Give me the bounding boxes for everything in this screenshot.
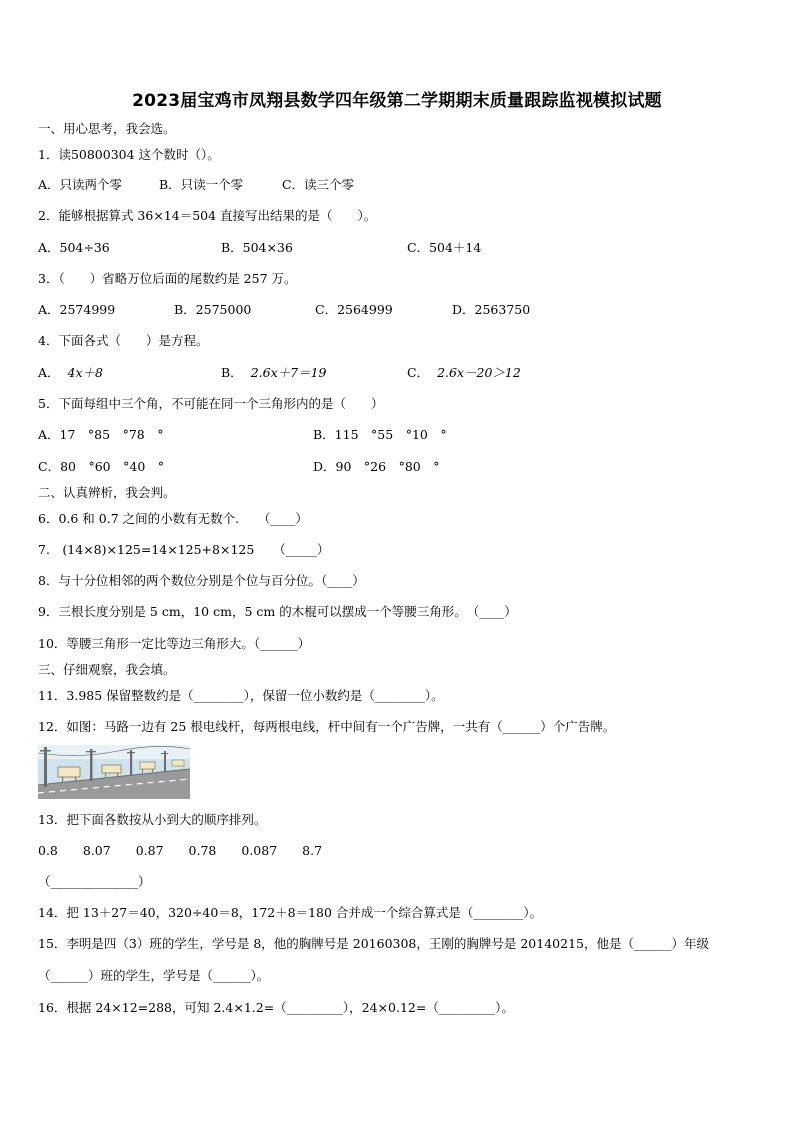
section-2-heading: 二、认真辨析，我会判。: [38, 485, 176, 500]
q3-option-d: D．2563750: [452, 302, 531, 317]
q4-option-c-expr: 2.6x－20＞12: [437, 365, 521, 380]
billboard-1-leg: [62, 777, 63, 783]
q5-option-d: D．90 °26 °80 °: [313, 459, 440, 474]
question-1-stem: 1．读50800304 这个数时（）。: [38, 147, 220, 162]
billboard-3-leg-2: [152, 769, 153, 772]
section-1-heading: 一、用心思考，我会选。: [38, 121, 176, 136]
q4-option-b-label: B．: [221, 365, 243, 380]
pole-2: [90, 749, 93, 781]
question-7: 7. (14×8)×125=14×125+8×125 （_____）: [38, 542, 330, 557]
q3-option-c: C．2564999: [315, 302, 393, 317]
q4-option-b-expr: 2.6x＋7＝19: [250, 365, 327, 380]
question-10: 10．等腰三角形一定比等边三角形大。（______）: [38, 636, 311, 651]
q5-option-b: B．115 °55 °10 °: [313, 427, 447, 442]
billboard-1: [58, 767, 80, 777]
question-2-stem: 2．能够根据算式 36×14＝504 直接写出结果的是（ ）。: [38, 208, 377, 223]
q3-option-b: B．2575000: [174, 302, 252, 317]
billboard-3-leg: [142, 769, 143, 773]
question-13-numbers: 0.8 8.07 0.87 0.78 0.087 8.7: [38, 843, 323, 858]
question-15-line-2: （______）班的学生，学号是（______）。: [38, 968, 270, 983]
pole-3-arm: [127, 752, 135, 753]
billboard-3: [140, 762, 155, 769]
q4-option-a-label: A．: [38, 365, 60, 380]
billboard-2-leg-2: [117, 773, 118, 777]
q4-option-a-expr: 4x＋8: [67, 365, 103, 380]
q5-option-c: C．80 °60 °40 °: [38, 459, 165, 474]
question-14: 14．把 13＋27＝40，320÷40＝8，172＋8＝180 合并成一个综合算式是（________）。: [38, 905, 543, 920]
q4-option-a: [38, 365, 103, 381]
section-3-heading: 三、仔细观察，我会填。: [38, 662, 176, 677]
question-6: 6．0.6 和 0.7 之间的小数有无数个. （____）: [38, 511, 308, 526]
question-12: 12．如图：马路一边有 25 根电线杆，每两根电线，杆中间有一个广告牌，一共有（______）个广告牌。: [38, 719, 616, 734]
question-5-stem: 5．下面每组中三个角，不可能在同一个三角形内的是（ ）: [38, 396, 384, 411]
q2-option-a: A．504÷36: [38, 240, 110, 255]
question-16: 16．根据 24×12=288，可知 2.4×1.2=（_________），24×0.12=（_________）。: [38, 1000, 514, 1015]
q4-option-c-label: C．: [407, 365, 430, 380]
question-4-stem: 4．下面各式（ ）是方程。: [38, 333, 209, 348]
pole-1: [44, 747, 47, 787]
pole-3: [130, 750, 132, 776]
street-illustration-svg: [38, 745, 190, 799]
billboard-2: [102, 765, 121, 773]
q4-option-c: [407, 365, 521, 381]
question-9: 9．三根长度分别是 5 cm，10 cm，5 cm 的木棍可以摆成一个等腰三角形。 （____）: [38, 604, 517, 619]
question-8: 8．与十分位相邻的两个数位分别是个位与百分位。（____）: [38, 573, 365, 588]
billboard-4: [172, 760, 184, 766]
question-3-stem: 3．（ ）省略万位后面的尾数约是 257 万。: [38, 271, 297, 286]
pole-2-arm: [86, 751, 96, 752]
q1-option-c: C．读三个零: [282, 177, 355, 192]
page-title: 2023届宝鸡市凤翔县数学四年级第二学期期末质量跟踪监视模拟试题: [132, 91, 662, 111]
q1-option-a: A．只读两个零: [38, 177, 123, 192]
question-13-blank: （______________）: [38, 874, 151, 889]
street-illustration: [38, 745, 190, 799]
q1-option-b: B．只读一个零: [159, 177, 244, 192]
q3-option-a: A．2574999: [38, 302, 116, 317]
q4-option-b: [221, 365, 326, 381]
q5-option-a: A．17 °85 °78 °: [38, 427, 164, 442]
pole-1-arm: [40, 750, 51, 752]
question-15-line-1: 15．李明是四（3）班的学生，学号是 8，他的胸牌号是 20160308，王刚的胸牌号是 20140215，他是（______）年级: [38, 936, 709, 951]
billboard-2-leg: [105, 773, 106, 778]
q2-option-c: C．504＋14: [407, 240, 482, 255]
pole-4-arm: [161, 753, 168, 754]
q2-option-b: B．504×36: [221, 240, 293, 255]
question-11: 11．3.985 保留整数约是（________），保留一位小数约是（________）。: [38, 688, 444, 703]
question-13-stem: 13．把下面各数按从小到大的顺序排列。: [38, 812, 267, 827]
billboard-1-leg-2: [75, 777, 76, 782]
pole-4: [164, 751, 166, 772]
